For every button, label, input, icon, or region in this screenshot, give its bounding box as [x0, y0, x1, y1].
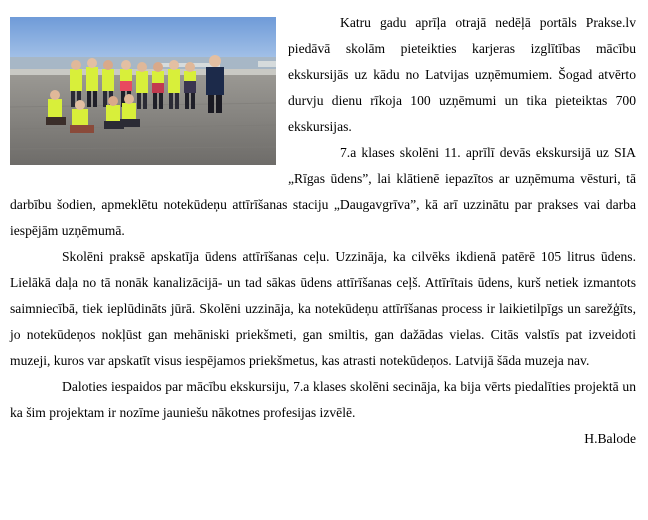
paragraph-intro: Katru gadu aprīļa otrajā nedēļā portāls Prakse.lv piedāvā skolām pieteikties karjeras izglītības mācību ekskursijās uz kādu no Latvijas uzņēmumiem. Šogad atvērto durvju dienu rīkoja 100 uzņēmumi un tika pieteiktas 700 ekskursijas. — [288, 15, 636, 134]
article — [10, 10, 636, 452]
group-photo-illustration — [10, 17, 276, 165]
paragraph-excursion: 7.a klases skolēni 11. aprīlī devās ekskursijā uz SIA „Rīgas ūdens”, lai klātienē iepazītos ar uzņēmuma vēsturi, tā darbību šodien, apmeklētu notekūdeņu attīrīšanas staciju „Daugavgrīva”, kā arī uzzinātu par prakses vai darba iespējām uzņēmumā. — [10, 145, 636, 238]
group-photo — [10, 17, 276, 165]
paragraph-water-treatment: Skolēni praksē apskatīja ūdens attīrīšanas ceļu. Uzzināja, ka cilvēks ikdienā patērē 105 litrus ūdens. Lielākā daļa no tā nonāk kanalizācijā- un tad sākas ūdens attīrīšanas ceļš. Attīrītais ūdens, kurš netiek izmantots saimniecībā, tiek ieplūdināts jūrā. Skolēni uzzināja, ka notekūdeņu attīrīšanas process ir laikietilpīgs un sarežģīts, jo notekūdeņos nokļūst gan mehāniski priekšmeti, gan smiltis, gan dažādas vielas. Citās valstīs pat izveidoti muzeji, kuros var apskatīt visus iespējamos priekšmetus, kas atrasti notekūdeņos. Latvijā šāda muzeja nav. — [10, 249, 636, 368]
paragraph-conclusion: Daloties iespaidos par mācību ekskursiju, 7.a klases skolēni secināja, ka bija vērts piedalīties projektā un ka šim projektam ir nozīme jauniešu nākotnes profesijas izvēlē. — [10, 379, 636, 420]
author-signature: H.Balode — [584, 431, 636, 446]
